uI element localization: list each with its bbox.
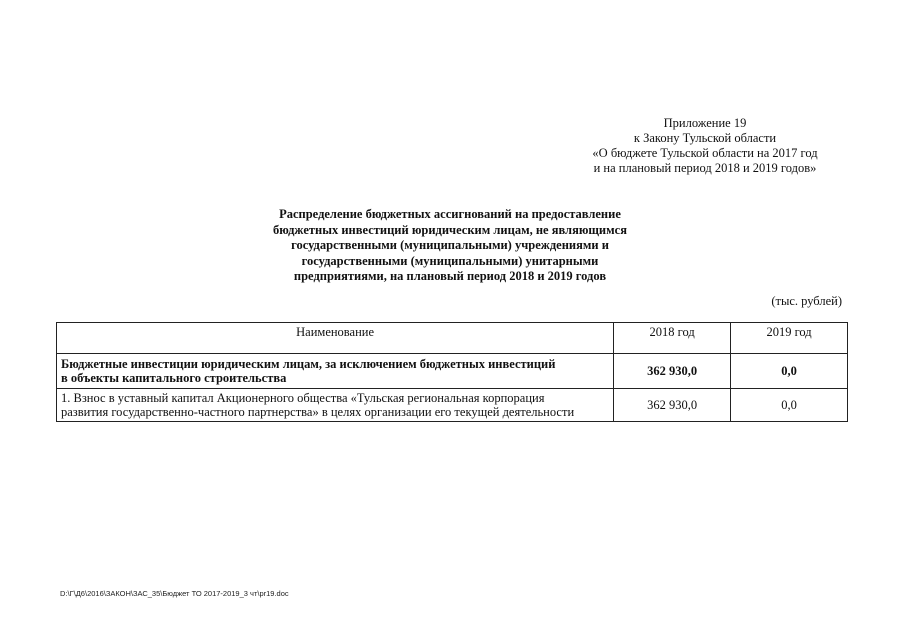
units-label: (тыс. рублей) [771,294,842,308]
row-value-2018: 362 930,0 [614,354,731,389]
row-value-2019: 0,0 [731,389,848,422]
row-name-line: Бюджетные инвестиции юридическим лицам, за исключением бюджетных инвестиций [61,357,556,371]
header-year-2019: 2019 год [731,323,848,354]
header-name: Наименование [57,323,614,354]
row-name-cell [57,354,614,389]
row-name-line: в объекты капитального строительства [61,371,287,385]
table-row [57,389,848,422]
row-value-2018: 362 930,0 [614,389,731,422]
row-name-cell [57,389,614,422]
header-year-2018: 2018 год [614,323,731,354]
title-line: государственными (муниципальными) унитарными [301,253,599,268]
document-title [240,207,660,285]
budget-table [56,322,848,422]
row-name-line: развития государственно-частного партнерства» в целях организации его текущей деятельности [61,405,575,419]
appendix-heading [540,116,870,176]
table-header-row [57,323,848,354]
appendix-line: и на плановый период 2018 и 2019 годов» [593,161,817,175]
title-line: бюджетных инвестиций юридическим лицам, не являющимся [273,222,627,237]
title-line: государственными (муниципальными) учреждениями и [291,238,609,252]
table-row-total [57,354,848,389]
row-name-line: 1. Взнос в уставный капитал Акционерного общества «Тульская региональная корпорация [61,391,545,405]
title-line: Распределение бюджетных ассигнований на предоставление [279,207,621,221]
title-line: предприятиями, на плановый период 2018 и 2019 годов [293,269,607,283]
appendix-line: Приложение 19 [663,116,747,130]
file-path-footer: D:\Г\Д6\2016\ЗАКОН\ЗАС_35\Бюджет ТО 2017-2019_3 чт\pr19.doc [60,589,289,598]
row-value-2019: 0,0 [731,354,848,389]
appendix-line: к Закону Тульской области [633,131,777,145]
appendix-line: «О бюджете Тульской области на 2017 год [592,146,818,160]
